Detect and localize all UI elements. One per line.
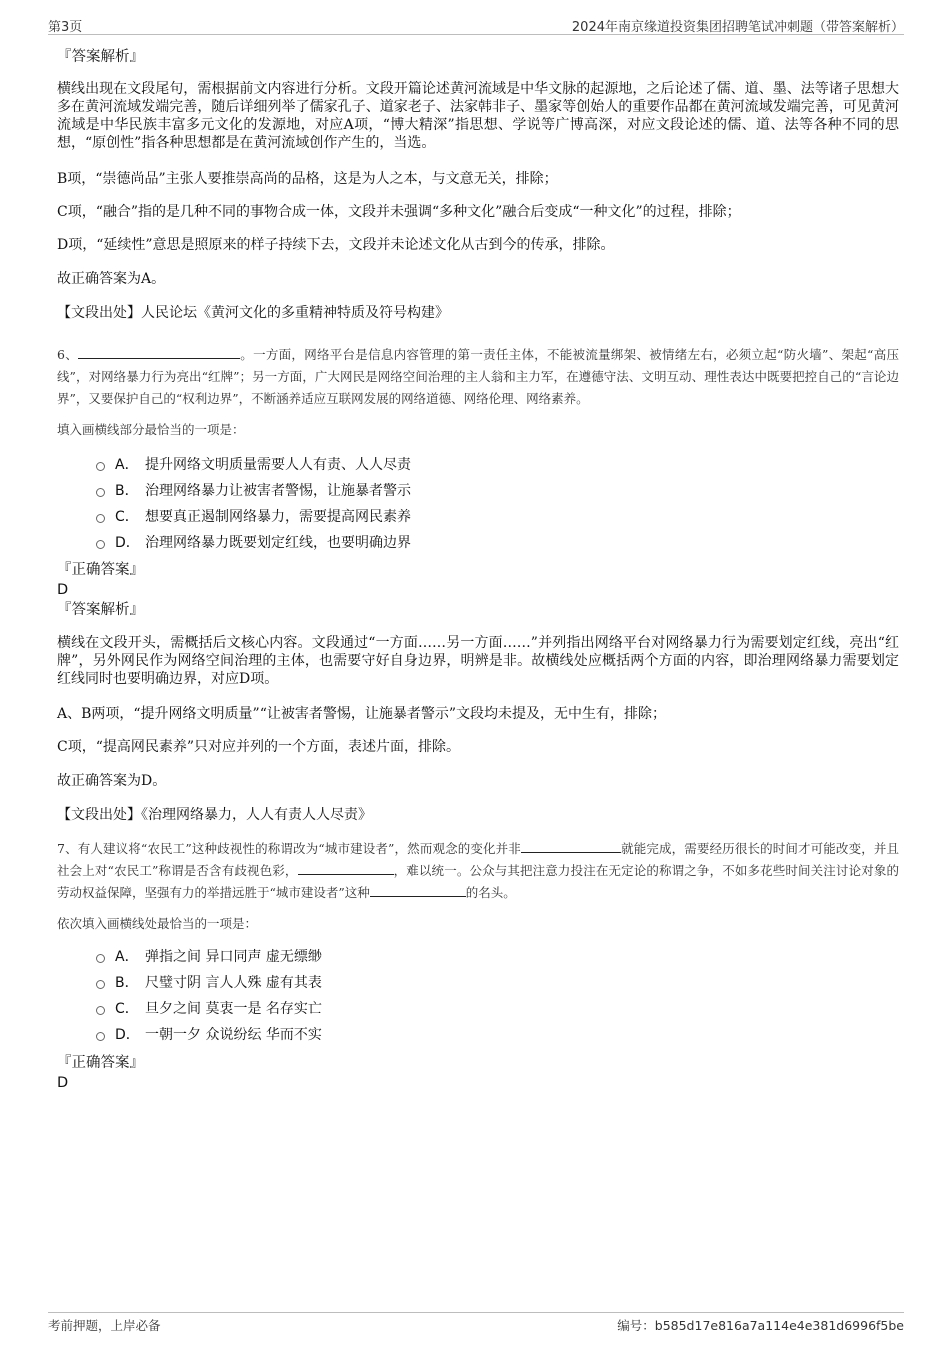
q5-option-d-note: D项，“延续性”意思是照原来的样子持续下去，文段并未论述文化从古到今的传承，排除。 — [57, 237, 615, 253]
q6-analysis-label: 『答案解析』 — [57, 602, 144, 618]
footer-slogan: 考前押题，上岸必备 — [48, 1318, 161, 1333]
q7-blank-3 — [370, 884, 466, 897]
q5-source: 【文段出处】人民论坛《黄河文化的多重精神特质及符号构建》 — [57, 305, 449, 321]
page-footer — [48, 1312, 904, 1335]
q6-text: 。一方面，网络平台是信息内容管理的第一责任主体，不能被流量绑架、被情绪左右，必须立起“防火墙”、架起“高压线”，对网络暴力行为亮出“红牌”；另一方面，广大网民是网络空间治理的主人翁和主力军，在遵德守法、文明互动、理性表达中既要把控自己的“言论边界”，又要保护自己的“权利边界”，不断涵养适应互联网发展的网络道德、网络伦理、网络素养。 — [57, 347, 899, 406]
q6-source: 【文段出处】《治理网络暴力，人人有责人人尽责》 — [57, 807, 372, 823]
q7-blank-2 — [298, 862, 394, 875]
radio-icon[interactable] — [96, 540, 105, 549]
radio-icon[interactable] — [96, 954, 105, 963]
radio-icon[interactable] — [96, 462, 105, 471]
radio-icon[interactable] — [96, 1032, 105, 1041]
q6-analysis: 横线在文段开头，需概括后文核心内容。文段通过“一方面……另一方面……”并列指出网络平台对网络暴力行为需要划定红线，亮出“红牌”，另外网民作为网络空间治理的主体，也需要守好自身边界，明辨是非。故横线处应概括两个方面的内容，即治理网络暴力需要划定红线同时也要明确边界，对应D项。 — [57, 635, 899, 687]
radio-icon[interactable] — [96, 488, 105, 497]
radio-icon[interactable] — [96, 1006, 105, 1015]
q5-analysis-label: 『答案解析』 — [57, 49, 144, 65]
q5-option-c-note: C项，“融合”指的是几种不同的事物合成一体，文段并未强调“多种文化”融合后变成“一种文化”的过程，排除； — [57, 204, 741, 220]
q6-option-ab-note: A、B两项，“提升网络文明质量”“让被害者警惕，让施暴者警示”文段均未提及，无中生有，排除； — [57, 706, 667, 722]
q6-correct-answer: D — [57, 582, 69, 598]
q7-correct-answer: D — [57, 1075, 69, 1091]
q5-analysis: 横线出现在文段尾句，需根据前文内容进行分析。文段开篇论述黄河流域是中华文脉的起源地，之后论述了儒、道、墨、法等诸子思想大多在黄河流域发端完善，随后详细列举了儒家孔子、道家老子、法家韩非子、墨家等创始人的重要作品都在黄河流域发端完善，可见黄河流域是中华民族丰富多元文化的发源地，对应A项，“博大精深”指思想、学说等广博高深，对应文段论述的儒、道、法等各种不同的思想，“原创性”指各种思想都是在黄河流域创作产生的，当选。 — [57, 81, 899, 151]
q5-option-b-note: B项，“崇德尚品”主张人要推崇高尚的品格，这是为人之本，与文意无关，排除； — [57, 171, 558, 187]
q7-prompt: 依次填入画横线处最恰当的一项是： — [57, 916, 258, 931]
q6-option-c-note: C项，“提高网民素养”只对应并列的一个方面，表述片面，排除。 — [57, 739, 461, 755]
radio-icon[interactable] — [96, 980, 105, 989]
q6-number: 6、 — [57, 347, 79, 362]
q6-stem — [57, 344, 899, 410]
q6-conclusion: 故正确答案为D。 — [57, 773, 167, 789]
page-header — [48, 14, 904, 35]
q6-correct-label: 『正确答案』 — [57, 562, 144, 578]
q5-conclusion: 故正确答案为A。 — [57, 271, 166, 287]
q7-correct-label: 『正确答案』 — [57, 1055, 144, 1071]
document-title: 2024年南京缘道投资集团招聘笔试冲刺题（带答案解析） — [571, 20, 904, 35]
document-id: 编号：b585d17e816a7a114e4e381d6996f5be — [617, 1318, 904, 1333]
page-number: 第3页 — [48, 20, 83, 35]
q6-prompt: 填入画横线部分最恰当的一项是： — [57, 422, 245, 437]
q7-blank-1 — [521, 840, 621, 853]
q7-number: 7、 — [57, 841, 78, 856]
q6-blank — [78, 346, 240, 359]
q7-stem: 7、有人建议将“农民工”这种歧视性的称谓改为“城市建设者”，然而观念的变化并非 就能完成，需要经历很长的时间才可能改变，并且社会上对“农民工”称谓是否含有歧视色彩， ，难以统一。公众与其把注意力投注在无定论的称谓之争，不如多花些时间关注讨论对象的劳动权益保障，坚强有力的举措远胜于“城市建设者”这种 的名头。 — [57, 841, 899, 900]
radio-icon[interactable] — [96, 514, 105, 523]
